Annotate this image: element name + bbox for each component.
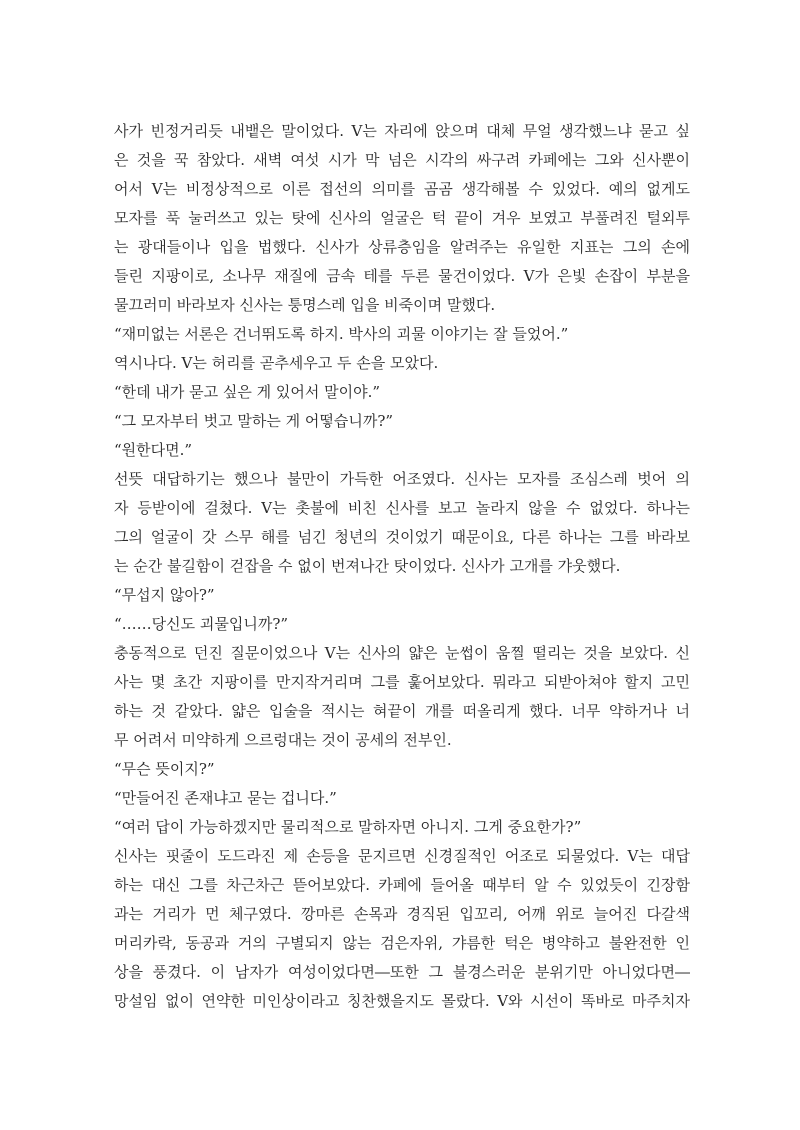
dialogue-line: “원한다면.” <box>114 441 193 459</box>
text-line: 사는 몇 초간 지팡이를 만지작거리며 그를 훑어보았다. 뭐라고 되받아쳐야 할지 고민 <box>114 673 690 691</box>
text-line: 어서 V는 비정상적으로 이른 접선의 의미를 곰곰 생각해볼 수 있었다. 예의 없게도 <box>114 180 690 198</box>
text-line: 과는 거리가 먼 체구였다. 깡마른 손목과 경직된 입꼬리, 어깨 위로 늘어진 다갈색 <box>114 905 690 923</box>
text-line: 충동적으로 던진 질문이었으나 V는 신사의 얇은 눈썹이 움찔 떨리는 것을 보았다. 신 <box>114 644 690 662</box>
dialogue-line: “무슨 뜻이지?” <box>114 760 215 778</box>
text-line: 망설임 없이 연약한 미인상이라고 칭찬했을지도 몰랐다. V와 시선이 똑바로 마주치자 <box>114 992 690 1010</box>
dialogue-line: “무섭지 않아?” <box>114 586 215 604</box>
text-line: 자 등받이에 걸쳤다. V는 촛불에 비친 신사를 보고 놀라지 않을 수 없었다. 하나는 <box>114 499 690 517</box>
text-line: 하는 것 같았다. 얇은 입술을 적시는 혀끝이 개를 떠올리게 했다. 너무 약하거나 너 <box>114 702 690 720</box>
dialogue-line: “……당신도 괴물입니까?” <box>114 615 289 633</box>
text-line: 은 것을 꾹 참았다. 새벽 여섯 시가 막 넘은 시각의 싸구려 카페에는 그와 신사뿐이 <box>114 151 690 169</box>
text-line: 모자를 푹 눌러쓰고 있는 탓에 신사의 얼굴은 턱 끝이 겨우 보였고 부풀려진 털외투 <box>114 209 690 227</box>
body-text <box>114 117 690 1016</box>
text-line: 머리카락, 동공과 거의 구별되지 않는 검은자위, 갸름한 턱은 병약하고 불완전한 인 <box>114 934 690 952</box>
dialogue-line: “재미없는 서론은 건너뛰도록 하지. 박사의 괴물 이야기는 잘 들었어.” <box>114 325 569 343</box>
dialogue-line: “여러 답이 가능하겠지만 물리적으로 말하자면 아니지. 그게 중요한가?” <box>114 818 582 836</box>
text-line: 사가 빈정거리듯 내뱉은 말이었다. V는 자리에 앉으며 대체 무얼 생각했느냐 묻고 싶 <box>114 122 690 140</box>
text-line: 물끄러미 바라보자 신사는 퉁명스레 입을 비죽이며 말했다. <box>114 296 496 314</box>
text-line: 선뜻 대답하기는 했으나 불만이 가득한 어조였다. 신사는 모자를 조심스레 벗어 의 <box>114 470 690 488</box>
text-line: 그의 얼굴이 갓 스무 해를 넘긴 청년의 것이었기 때문이요, 다른 하나는 그를 바라보 <box>114 528 690 546</box>
text-line: 상을 풍겼다. 이 남자가 여성이었다면―또한 그 불경스러운 분위기만 아니었다면― <box>114 963 690 981</box>
text-line: 는 순간 불길함이 걷잡을 수 없이 번져나간 탓이었다. 신사가 고개를 갸웃했다. <box>114 557 621 575</box>
dialogue-line: “만들어진 존재냐고 묻는 겁니다.” <box>114 789 337 807</box>
dialogue-line: “한데 내가 묻고 싶은 게 있어서 말이야.” <box>114 383 381 401</box>
text-line: 하는 대신 그를 차근차근 뜯어보았다. 카페에 들어올 때부터 알 수 있었듯이 긴장함 <box>114 876 690 894</box>
text-line: 신사는 핏줄이 도드라진 제 손등을 문지르면 신경질적인 어조로 되물었다. V는 대답 <box>114 847 690 865</box>
text-line: 무 어려서 미약하게 으르렁대는 것이 공세의 전부인. <box>114 731 452 749</box>
text-line: 는 광대들이나 입을 법했다. 신사가 상류층임을 알려주는 유일한 지표는 그의 손에 <box>114 238 690 256</box>
dialogue-line: “그 모자부터 벗고 말하는 게 어떻습니까?” <box>114 412 394 430</box>
text-line: 들린 지팡이로, 소나무 재질에 금속 테를 두른 물건이었다. V가 은빛 손잡이 부분을 <box>114 267 690 285</box>
text-line: 역시나다. V는 허리를 곧추세우고 두 손을 모았다. <box>114 354 439 372</box>
